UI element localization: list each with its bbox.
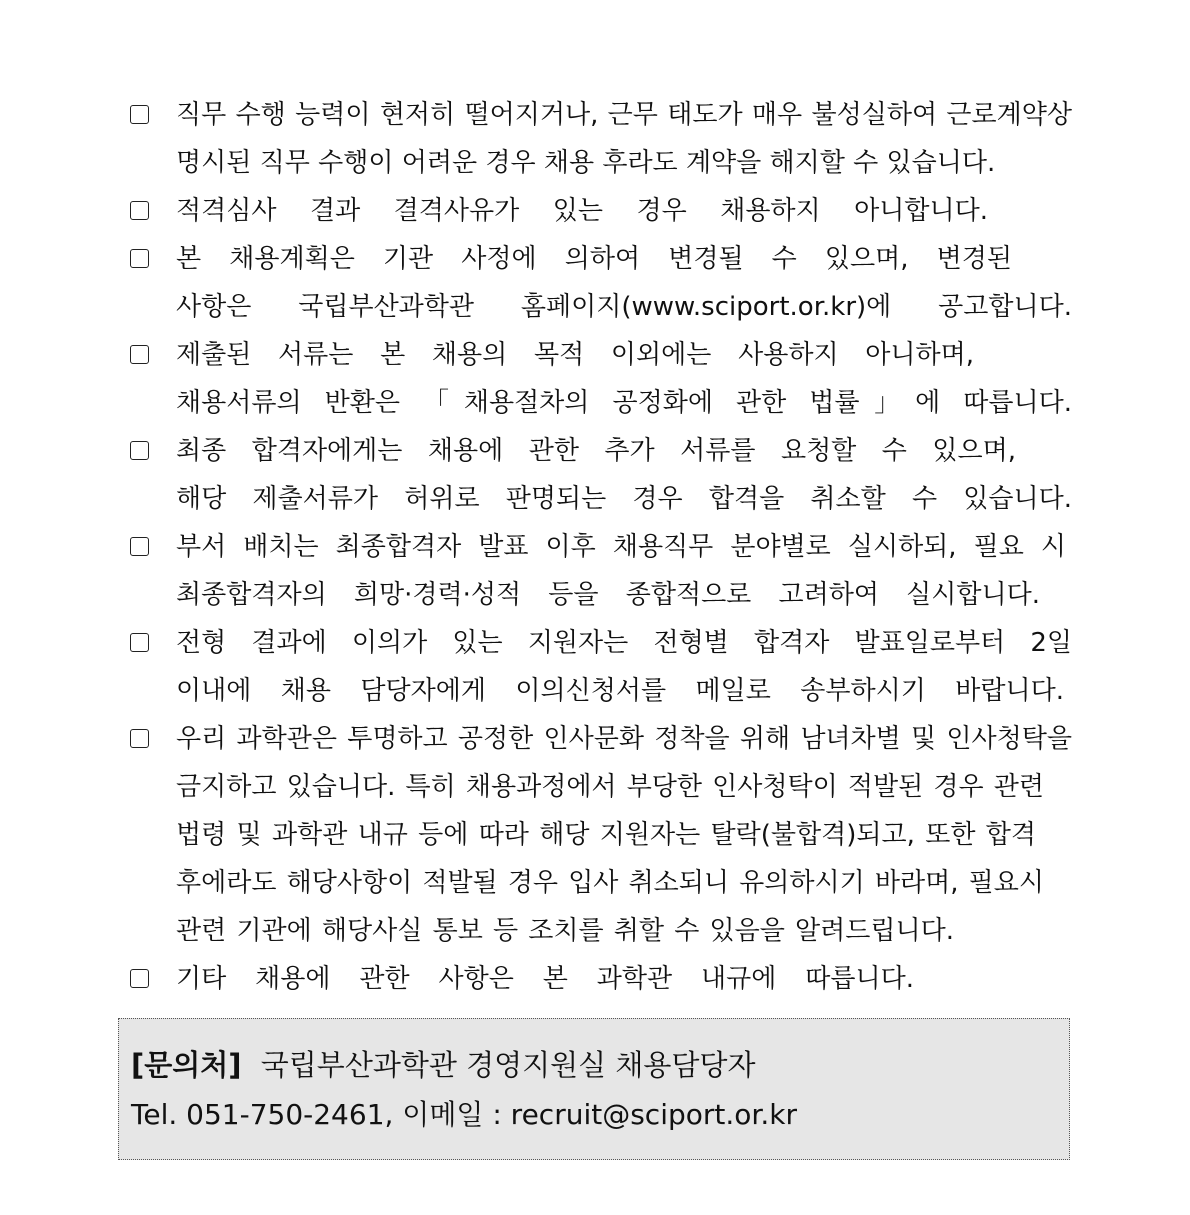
notice-line: 채용서류의 반환은 「채용절차의 공정화에 관한 법률」에 따릅니다. xyxy=(176,388,1072,418)
notice-line: 최종 합격자에게는 채용에 관한 추가 서류를 요청할 수 있으며, xyxy=(176,436,1016,466)
contact-org-line xyxy=(131,1043,755,1087)
notice-line: 기타 채용에 관한 사항은 본 과학관 내규에 따릅니다. xyxy=(176,964,914,994)
contact-org: 국립부산과학관 경영지원실 채용담당자 xyxy=(260,1048,756,1082)
notice-line: 전형 결과에 이의가 있는 지원자는 전형별 합격자 발표일로부터 2일 xyxy=(176,628,1072,658)
checkbox-icon xyxy=(130,633,149,652)
checkbox-icon xyxy=(130,729,149,748)
notice-line: 적격심사 결과 결격사유가 있는 경우 채용하지 아니합니다. xyxy=(176,196,988,226)
notice-line: 법령 및 과학관 내규 등에 따라 해당 지원자는 탈락(불합격)되고, 또한 합격 xyxy=(176,820,1036,850)
notice-line: 이내에 채용 담당자에게 이의신청서를 메일로 송부하시기 바랍니다. xyxy=(176,676,1064,706)
checkbox-icon xyxy=(130,345,149,364)
notice-line: 우리 과학관은 투명하고 공정한 인사문화 정착을 위해 남녀차별 및 인사청탁을 xyxy=(176,724,1072,754)
checkbox-icon xyxy=(130,201,149,220)
notice-line: 제출된 서류는 본 채용의 목적 이외에는 사용하지 아니하며, xyxy=(176,340,974,370)
notice-line: 후에라도 해당사항이 적발될 경우 입사 취소되니 유의하시기 바라며, 필요시 xyxy=(176,868,1044,898)
notice-line: 최종합격자의 희망·경력·성적 등을 종합적으로 고려하여 실시합니다. xyxy=(176,580,1040,610)
checkbox-icon xyxy=(130,441,149,460)
notice-line: 명시된 직무 수행이 어려운 경우 채용 후라도 계약을 해지할 수 있습니다. xyxy=(176,148,996,178)
contact-label: [문의처] xyxy=(131,1048,242,1082)
checkbox-icon xyxy=(130,537,149,556)
checkbox-icon xyxy=(130,969,149,988)
notice-line: 부서 배치는 최종합격자 발표 이후 채용직무 분야별로 실시하되, 필요 시 xyxy=(176,532,1066,562)
notice-line: 금지하고 있습니다. 특히 채용과정에서 부당한 인사청탁이 적발된 경우 관련 xyxy=(176,772,1044,802)
notice-line: 해당 제출서류가 허위로 판명되는 경우 합격을 취소할 수 있습니다. xyxy=(176,484,1072,514)
checkbox-icon xyxy=(130,249,149,268)
notice-line: 본 채용계획은 기관 사정에 의하여 변경될 수 있으며, 변경된 xyxy=(176,244,1012,274)
notice-line: 관련 기관에 해당사실 통보 등 조치를 취할 수 있음을 알려드립니다. xyxy=(176,916,954,946)
notice-line: 직무 수행 능력이 현저히 떨어지거나, 근무 태도가 매우 불성실하여 근로계약상 xyxy=(176,100,1072,130)
notice-line: 사항은 국립부산과학관 홈페이지(www.sciport.or.kr)에 공고합니다. xyxy=(176,292,1072,322)
contact-box xyxy=(118,1018,1070,1160)
checkbox-icon xyxy=(130,105,149,124)
contact-tel-email: Tel. 051-750-2461, 이메일 : recruit@sciport.or.kr xyxy=(131,1098,797,1131)
